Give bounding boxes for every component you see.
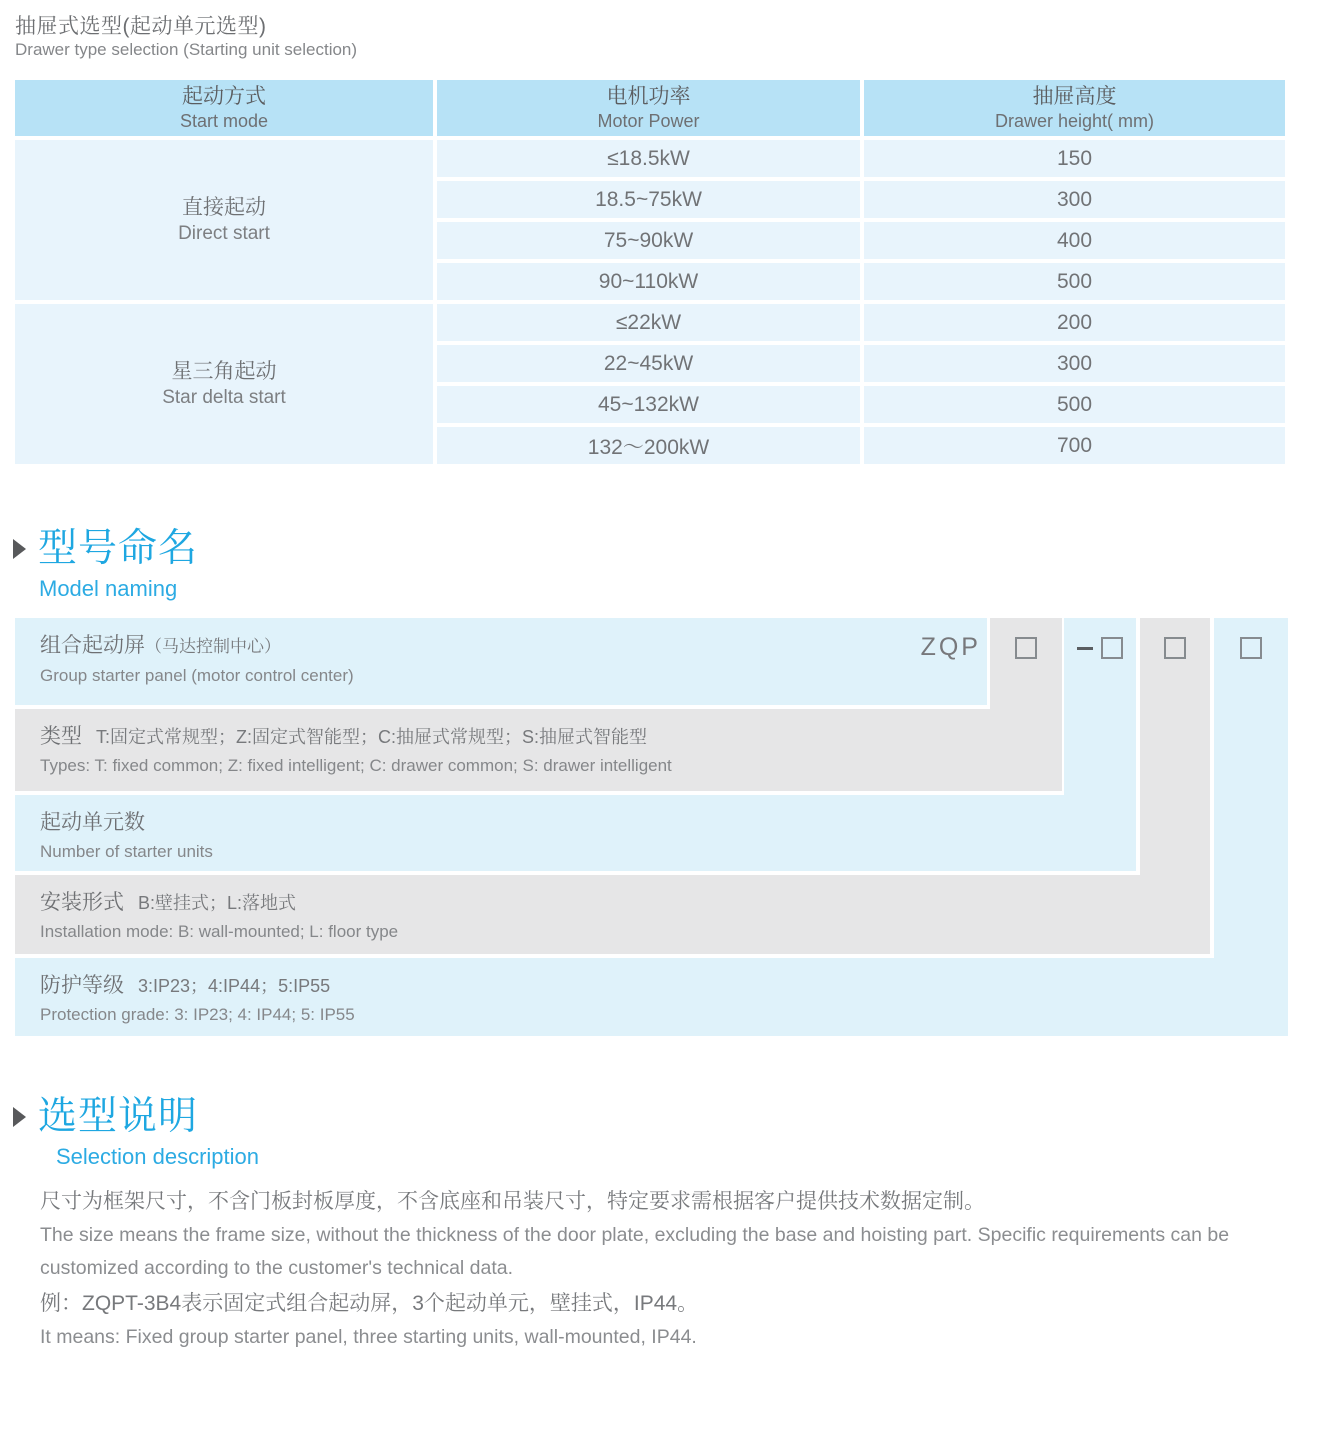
- section-arrow-icon: [13, 1107, 26, 1127]
- installation-en: Installation mode: B: wall-mounted; L: floor type: [40, 922, 399, 941]
- header-drawer-height-zh: 抽屉高度: [1032, 85, 1117, 108]
- code-placeholder-box: [1101, 637, 1123, 659]
- description-para1-zh: 尺寸为框架尺寸，不含门板封板厚度，不含底座和吊装尺寸，特定要求需根据客户提供技术数据定制。: [40, 1190, 985, 1213]
- model-naming-diagram: [15, 618, 1288, 1036]
- units-zh: 起动单元数: [40, 811, 145, 834]
- product-zh: 组合起动屏: [40, 634, 145, 657]
- col-header-drawer-height: [864, 80, 1285, 136]
- protection-zh-detail: 3:IP23；4:IP44；5:IP55: [138, 976, 331, 996]
- header-drawer-height-en: Drawer height( mm): [994, 111, 1155, 131]
- model-code-dash: [1077, 647, 1093, 650]
- cell-height: 300: [864, 345, 1285, 382]
- protection-zh: 防护等级: [40, 974, 124, 997]
- cell-power: 18.5~75kW: [437, 181, 860, 218]
- code-placeholder-box: [1164, 637, 1186, 659]
- model-code-prefix: ZQP: [920, 633, 981, 661]
- cell-height: 200: [864, 304, 1285, 341]
- code-placeholder-box: [1240, 637, 1262, 659]
- selection-description-heading-en: Selection description: [56, 1144, 260, 1169]
- direct-start-en: Direct start: [178, 223, 270, 244]
- cell-height: 150: [864, 140, 1285, 177]
- naming-row-units: [15, 795, 1136, 871]
- page-title-en: Drawer type selection (Starting unit selection): [15, 40, 358, 59]
- star-delta-zh: 星三角起动: [171, 360, 277, 383]
- cell-power: 90~110kW: [437, 263, 860, 300]
- type-zh: 类型: [40, 725, 82, 748]
- cell-power: ≤22kW: [437, 304, 860, 341]
- drawer-selection-table: [15, 80, 1285, 464]
- selection-description-body: [40, 1185, 1290, 1356]
- protection-en: Protection grade: 3: IP23; 4: IP44; 5: IP55: [40, 1005, 355, 1024]
- col-header-motor-power: [437, 80, 860, 136]
- cell-height: 400: [864, 222, 1285, 259]
- description-para1-en: The size means the frame size, without the thickness of the door plate, excluding the base and hoisting part. Specific requirements can be customized according to the customer's technical data.: [40, 1224, 1230, 1279]
- col-header-start-mode: [15, 80, 433, 136]
- model-naming-heading-en: Model naming: [39, 576, 178, 601]
- section-model-naming-heading: [13, 528, 198, 602]
- header-motor-power-en: Motor Power: [597, 111, 700, 131]
- cell-height: 300: [864, 181, 1285, 218]
- units-en: Number of starter units: [40, 842, 213, 861]
- cell-height: 500: [864, 386, 1285, 423]
- page-title-zh: 抽屉式选型(起动单元选型): [15, 15, 267, 38]
- naming-row-protection: [15, 958, 1288, 1036]
- product-zh-sub: （马达控制中心）: [145, 637, 281, 656]
- naming-row-product: [15, 618, 987, 705]
- type-en: Types: T: fixed common; Z: fixed intelligent; C: drawer common; S: drawer intelligent: [40, 756, 672, 775]
- code-placeholder-box: [1015, 637, 1037, 659]
- header-motor-power-zh: 电机功率: [606, 85, 691, 108]
- star-delta-en: Star delta start: [162, 387, 286, 408]
- cell-direct-start: [15, 140, 433, 300]
- cell-height: 500: [864, 263, 1285, 300]
- cell-star-delta-start: [15, 304, 433, 464]
- model-naming-heading-zh: 型号命名: [38, 527, 199, 570]
- cell-power: ≤18.5kW: [437, 140, 860, 177]
- header-start-mode-zh: 起动方式: [182, 85, 266, 108]
- cell-power: 22~45kW: [437, 345, 860, 382]
- product-en: Group starter panel (motor control center): [40, 666, 354, 685]
- description-para2-zh: 例：ZQPT-3B4表示固定式组合起动屏，3个起动单元，壁挂式，IP44。: [40, 1292, 699, 1315]
- cell-power: 45~132kW: [437, 386, 860, 423]
- naming-row-installation: [15, 875, 1210, 954]
- direct-start-zh: 直接起动: [182, 196, 266, 219]
- cell-power: 132～200kW: [437, 427, 860, 464]
- cell-power: 75~90kW: [437, 222, 860, 259]
- selection-description-heading-zh: 选型说明: [38, 1095, 199, 1138]
- header-start-mode-en: Start mode: [179, 111, 269, 131]
- section-arrow-icon: [13, 539, 26, 559]
- section-selection-description-heading: [13, 1096, 259, 1170]
- type-zh-detail: T:固定式常规型；Z:固定式智能型；C:抽屉式常规型；S:抽屉式智能型: [96, 727, 648, 747]
- installation-zh-detail: B:壁挂式；L:落地式: [138, 893, 297, 913]
- description-para2-en: It means: Fixed group starter panel, three starting units, wall-mounted, IP44.: [40, 1326, 697, 1348]
- naming-row-type: [15, 709, 1062, 791]
- cell-height: 700: [864, 427, 1285, 464]
- installation-zh: 安装形式: [40, 891, 124, 914]
